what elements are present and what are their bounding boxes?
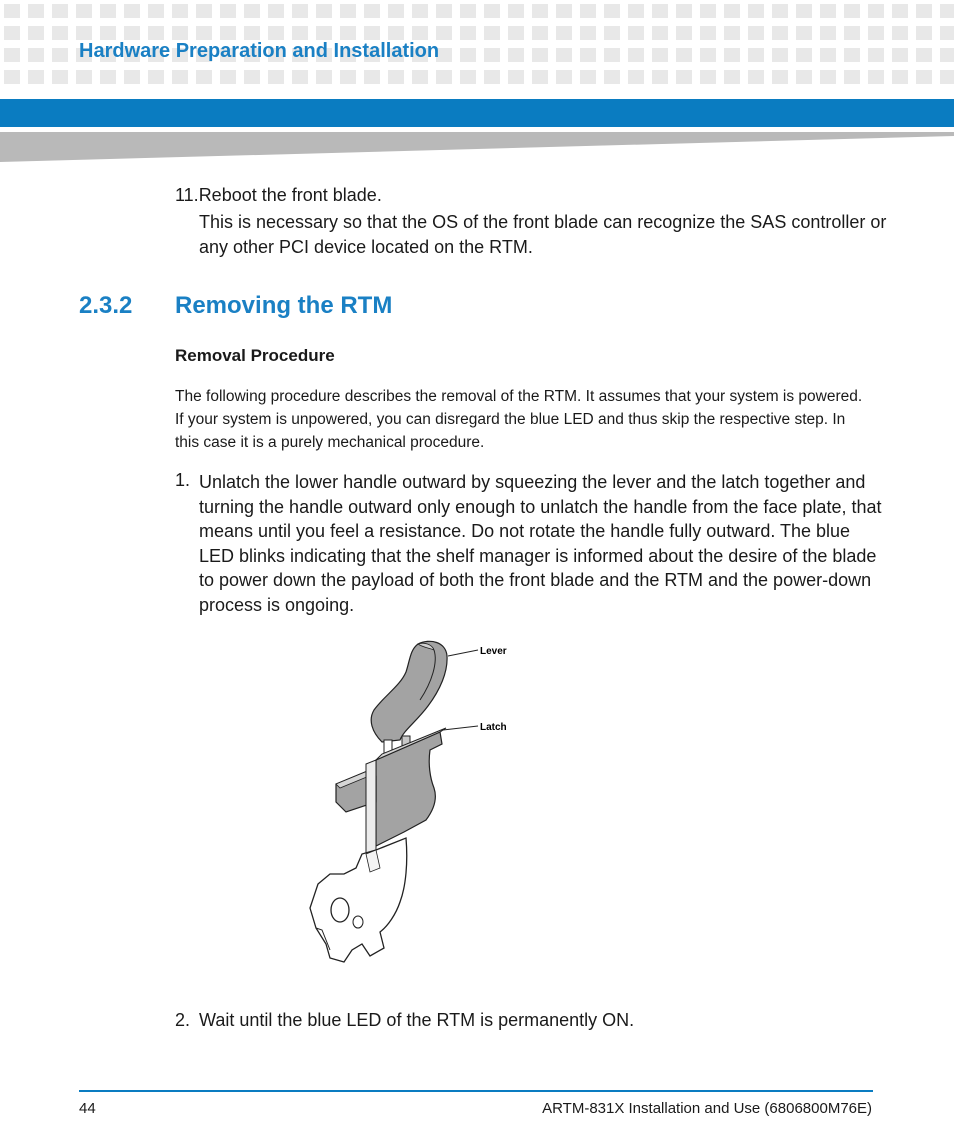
step-11-number: 11. xyxy=(175,185,199,205)
page-number: 44 xyxy=(79,1100,96,1117)
step-11 xyxy=(175,185,382,206)
lever-label: Lever xyxy=(480,646,507,657)
step-2-text: Wait until the blue LED of the RTM is permanently ON. xyxy=(199,1010,635,1030)
section-number: 2.3.2 xyxy=(79,292,133,319)
latch-label: Latch xyxy=(480,722,507,733)
footer-rule xyxy=(79,1090,873,1092)
section-heading xyxy=(79,292,392,320)
step-2-number: 2. xyxy=(175,1010,191,1030)
tile-row xyxy=(4,4,954,18)
running-header-title: Hardware Preparation and Installation xyxy=(79,40,440,62)
handle-illustration xyxy=(300,632,540,972)
section-title: Removing the RTM xyxy=(175,292,393,319)
step-1-text: Unlatch the lower handle outward by squeezing the lever and the latch together and turning the handle outward only enough to unlatch the handle from the face plate, that means until you feel a resistance. Do not rotate the handle fully outward. The blue LED blinks indicating that the shelf manager is informed about the desire of the blade to power down the payload of both the front blade and the RTM and the power-down process is ongoing. xyxy=(199,472,882,615)
tile-row xyxy=(4,26,954,40)
header-blue-band xyxy=(0,99,954,127)
document-reference: ARTM-831X Installation and Use (6806800M76E) xyxy=(542,1100,872,1117)
step-1-number: 1. xyxy=(175,470,191,490)
tile-row xyxy=(4,70,954,84)
step-11-description: This is necessary so that the OS of the front blade can recognize the SAS controller or any other PCI device located on the RTM. xyxy=(199,212,887,257)
intro-paragraph: The following procedure describes the removal of the RTM. It assumes that your system is powered. If your system is unpowered, you can disregard the blue LED and thus skip the respective step. In this case it is a purely mechanical procedure. xyxy=(175,388,863,451)
step-11-title: Reboot the front blade. xyxy=(198,185,382,205)
header-grey-wedge xyxy=(0,130,954,164)
subheading: Removal Procedure xyxy=(175,346,335,365)
